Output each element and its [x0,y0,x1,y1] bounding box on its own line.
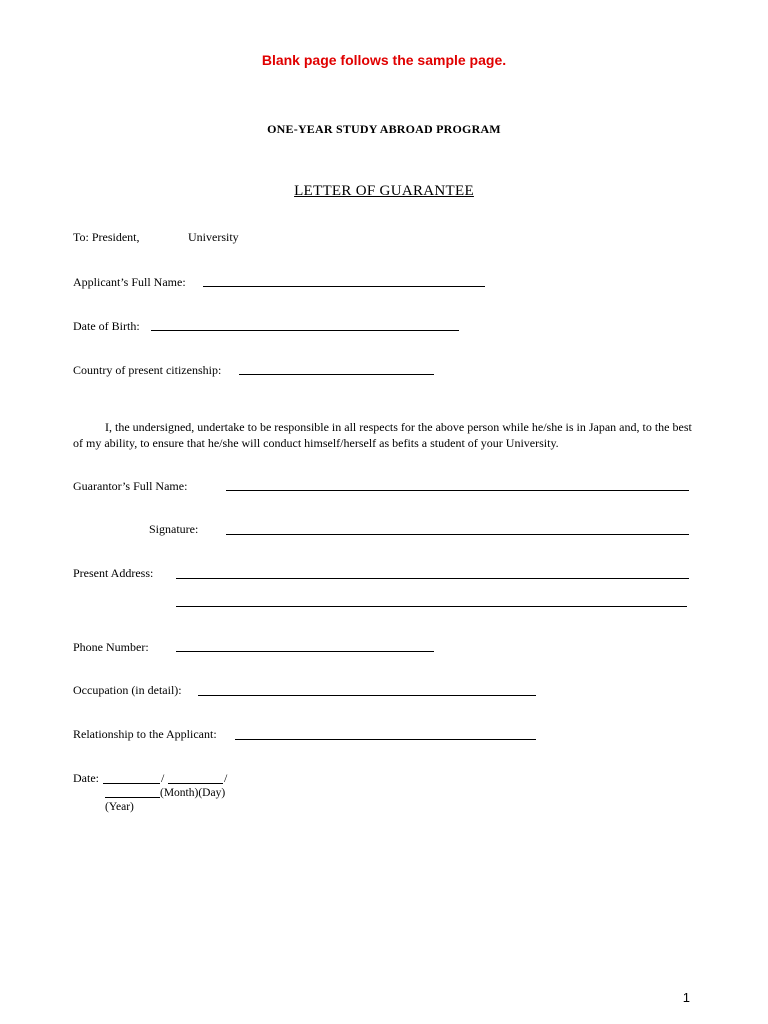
guarantee-statement: I, the undersigned, undertake to be responsible in all respects for the above person while he/she is in Japan and, to the best of my ability, to ensure that he/she will conduct himself/herself as befits a student of your University. [73,420,692,450]
date-blank-2[interactable] [168,783,223,784]
page-number: 1 [682,990,690,1005]
date-of-birth-label: Date of Birth: [73,319,140,333]
phone-number-label: Phone Number: [73,640,149,654]
date-label: Date: [73,771,99,785]
applicant-name-label: Applicant’s Full Name: [73,275,186,289]
present-address-line-1[interactable] [176,578,689,579]
phone-number-line[interactable] [176,651,434,652]
guarantor-name-label: Guarantor’s Full Name: [73,479,188,493]
present-address-line-2[interactable] [176,606,687,607]
present-address-label: Present Address: [73,566,154,580]
relationship-line[interactable] [235,739,536,740]
month-day-caption: (Month)(Day) [160,787,226,799]
date-blank-3[interactable] [105,797,160,798]
applicant-name-line[interactable] [203,286,485,287]
notice-text: Blank page follows the sample page. [261,52,507,68]
relationship-label: Relationship to the Applicant: [73,727,217,741]
guarantor-name-line[interactable] [226,490,689,491]
addressee-label: To: President, [73,230,140,244]
year-caption: (Year) [105,801,134,813]
signature-label: Signature: [149,522,199,536]
signature-line[interactable] [226,534,689,535]
university-label: University [188,230,239,244]
citizenship-label: Country of present citizenship: [73,363,222,377]
occupation-label: Occupation (in detail): [73,683,182,697]
citizenship-line[interactable] [239,374,434,375]
date-separator-1: / [161,771,165,785]
date-of-birth-line[interactable] [151,330,459,331]
occupation-line[interactable] [198,695,536,696]
date-separator-2: / [224,771,228,785]
document-title: LETTER OF GUARANTEE [294,183,474,199]
program-heading: ONE-YEAR STUDY ABROAD PROGRAM [267,122,501,136]
date-blank-1[interactable] [103,783,160,784]
